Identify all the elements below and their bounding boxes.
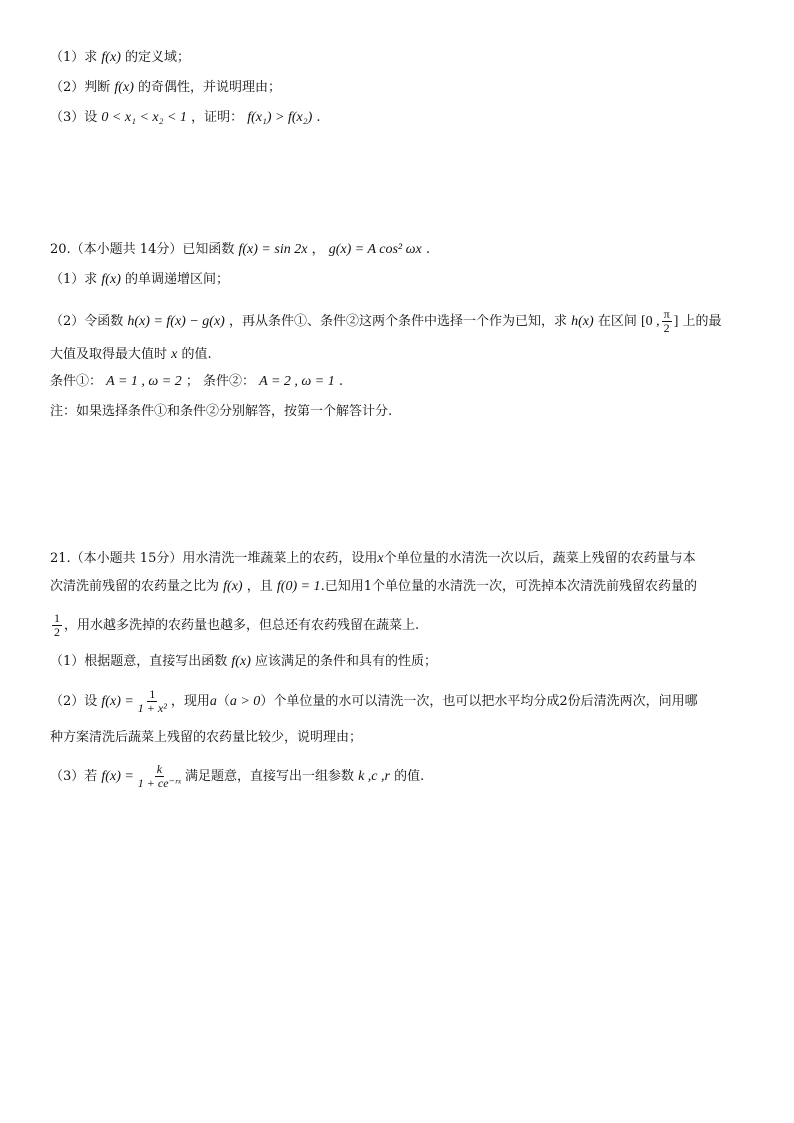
q21-part1-fx: f(x) — [231, 654, 251, 669]
q20-f-definition: f(x) = sin 2x — [238, 242, 308, 257]
q21-line2-text: 次清洗前残留的农药量之比为 — [50, 579, 220, 594]
q21-part2-line2-text: 种方案清洗后蔬菜上残留的农药量比较少，说明理由； — [50, 730, 363, 745]
q20-part2-line1 — [50, 308, 722, 335]
q20-part2-line2 — [50, 346, 212, 364]
q21-line2 — [50, 578, 697, 596]
q21-part2-tail: ）个单位量的水可以清洗一次，也可以把水平均分成2份后清洗两次，问用哪 — [260, 694, 698, 709]
q20-note — [50, 403, 392, 421]
q21-part2-label: （2）设 — [50, 694, 98, 709]
q19-part3-text: ，证明： — [191, 110, 244, 125]
q20-part2-hx: h(x) — [571, 314, 594, 329]
q21-line1-text: 个单位量的水清洗一次以后，蔬菜上残留的农药量与本 — [383, 551, 696, 566]
q20-header — [50, 241, 430, 259]
q20-part2-interval-text: 在区间 — [597, 314, 637, 329]
q21-part1-text: 应该满足的条件和具有的性质； — [255, 654, 438, 669]
q20-condition2: A = 2 , ω = 1 — [259, 374, 335, 389]
q20-conditions-end: . — [338, 374, 344, 389]
q20-title: 20.（本小题共 14分）已知函数 — [50, 242, 235, 257]
q20-g-definition: g(x) = A cos² ωx — [328, 242, 422, 257]
q21-half-numerator: 1 — [54, 611, 60, 625]
q19-part2 — [50, 79, 281, 97]
q21-part3-text: 满足题意，直接写出一组参数 — [184, 769, 354, 784]
q21-part2-condition: a > 0 — [229, 694, 261, 709]
q21-line1 — [50, 550, 696, 568]
q20-interval-right: ] — [673, 314, 679, 329]
q20-h-definition: h(x) = f(x) − g(x) — [127, 314, 225, 329]
q21-part2-a: a — [209, 694, 217, 709]
q20-part1-text: 的单调递增区间； — [125, 272, 230, 287]
q20-part2-label: （2）令函数 — [50, 314, 124, 329]
q21-part3-denominator: 1 + ce⁻ʳˣ — [137, 776, 181, 790]
q21-line2-tail: .已知用1个单位量的水清洗一次，可洗掉本次清洗前残留农药量的 — [320, 579, 697, 594]
q20-condition1-label: 条件①： — [50, 374, 103, 389]
q19-part1-fx: f(x) — [101, 50, 121, 65]
q21-part3-f: f(x) = — [101, 769, 134, 784]
q19-part3-label: （3）设 — [50, 110, 98, 125]
q21-part3 — [50, 763, 424, 790]
q21-x: x — [377, 551, 384, 566]
q21-part3-label: （3）若 — [50, 769, 98, 784]
q21-part2-line2 — [50, 729, 362, 747]
q20-part1-fx: f(x) — [101, 272, 121, 287]
q20-part2-x: x — [171, 347, 178, 362]
q19-part2-label: （2）判断 — [50, 80, 111, 95]
q21-part2-denominator: 1 + x² — [137, 701, 167, 715]
q20-part2-line2-end: 的值. — [181, 347, 212, 362]
q19-part1 — [50, 49, 190, 67]
q20-conditions — [50, 373, 343, 391]
q20-condition1: A = 1 , ω = 2 — [106, 374, 182, 389]
q21-f0: f(0) = 1 — [276, 579, 321, 594]
q21-half-fraction — [52, 612, 62, 639]
q20-part1 — [50, 271, 229, 289]
q19-part1-label: （1）求 — [50, 50, 98, 65]
q21-part2-numerator: 1 — [149, 687, 156, 701]
q21-line3-text: ，用水越多洗掉的农药量也越多，但总还有农药残留在蔬菜上. — [64, 618, 420, 633]
q20-part2-text: ，再从条件①、条件②这两个条件中选择一个作为已知，求 — [228, 314, 567, 329]
q20-part1-label: （1）求 — [50, 272, 98, 287]
q21-title: 21.（本小题共 15分）用水清洗一堆蔬菜上的农药，设用 — [50, 551, 378, 566]
q21-fx: f(x) — [223, 579, 243, 594]
q21-part2-paren: （ — [216, 694, 230, 709]
q21-line2-and: ，且 — [246, 579, 273, 594]
q20-note-text: 注：如果选择条件①和条件②分别解答，按第一个解答计分. — [50, 404, 393, 419]
q21-part3-end: 的值. — [394, 769, 425, 784]
q20-pi-over-2 — [662, 308, 672, 335]
q21-part3-numerator: k — [156, 762, 163, 776]
q19-part3-condition: 0 < x₁ < x₂ < 1 — [101, 110, 187, 125]
q19-part3-inequality: f(x₁) > f(x₂) — [247, 110, 313, 125]
q21-part2-text: ，现用 — [170, 694, 210, 709]
q21-part3-params: k ,c ,r — [358, 769, 390, 784]
q20-condition2-label: ； 条件②： — [185, 374, 256, 389]
q21-part2-f: f(x) = — [101, 694, 134, 709]
q20-interval-left: [0 , — [640, 314, 660, 329]
q21-half-denominator: 2 — [54, 625, 60, 639]
q21-line3 — [50, 612, 419, 639]
q20-separator: ， — [311, 242, 325, 257]
q21-part3-fraction — [136, 763, 183, 790]
q19-part3-end: . — [316, 110, 321, 125]
q19-part3 — [50, 109, 321, 127]
q19-part1-text: 的定义域； — [125, 50, 191, 65]
q20-part2-tail: 上的最 — [682, 314, 722, 329]
q19-part2-fx: f(x) — [114, 80, 134, 95]
q21-part1-label: （1）根据题意，直接写出函数 — [50, 654, 228, 669]
q19-part2-text: 的奇偶性，并说明理由； — [138, 80, 282, 95]
q20-part2-line2-text: 大值及取得最大值时 — [50, 347, 168, 362]
q21-part1 — [50, 653, 437, 671]
q20-header-end: . — [425, 242, 431, 257]
q21-part2-line1 — [50, 688, 698, 715]
q20-pi-numerator: π — [663, 307, 670, 321]
q20-pi-denominator: 2 — [663, 321, 670, 335]
q21-part2-fraction — [136, 688, 169, 715]
